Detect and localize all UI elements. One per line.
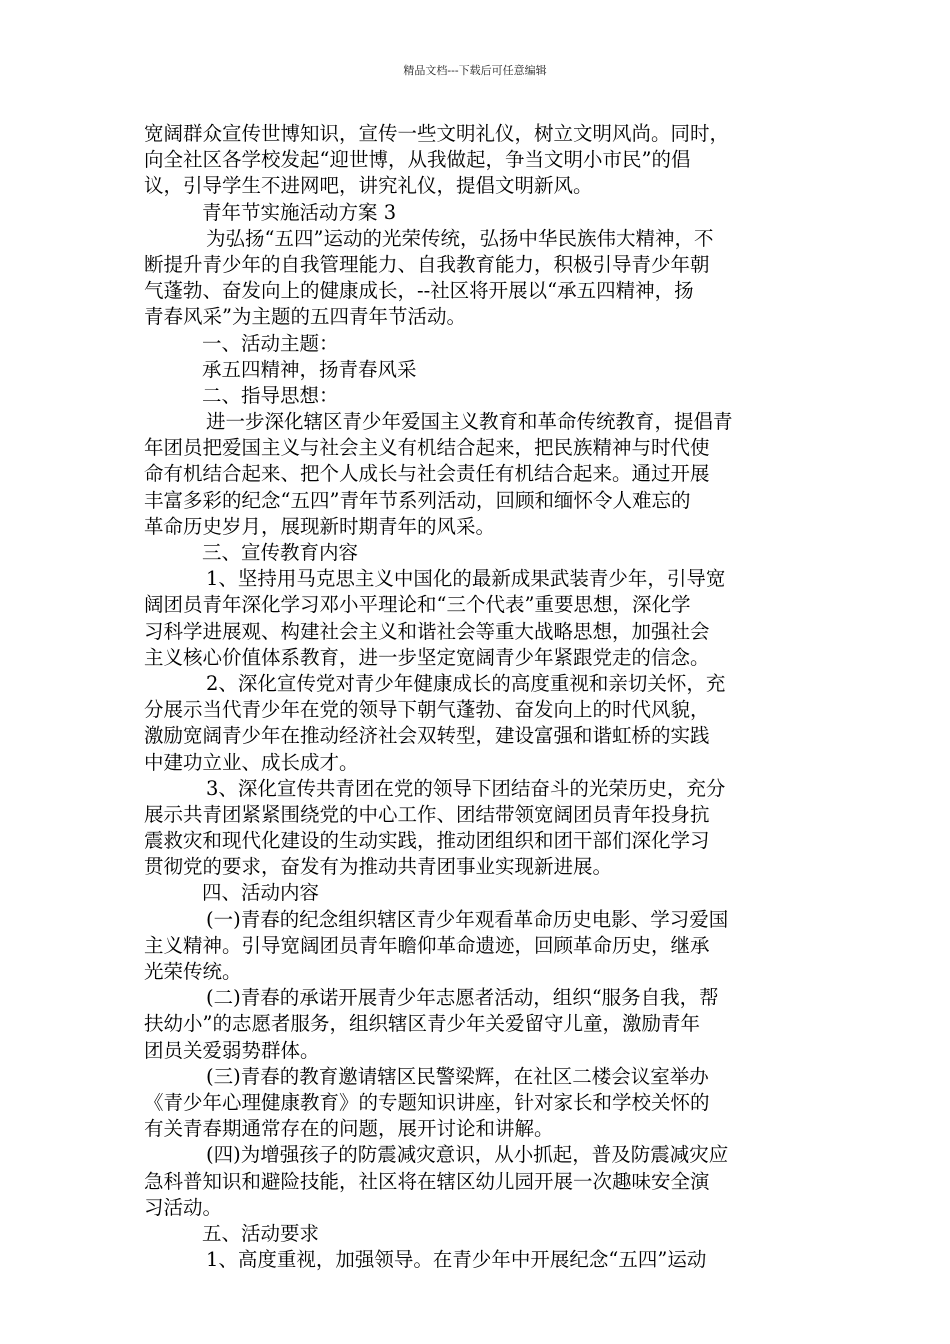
text-line: 气蓬勃、奋发向上的健康成长，--社区将开展以“承五四精神，扬 [144,279,694,303]
text-line: 革命历史岁月，展现新时期青年的风采。 [144,514,496,538]
text-line: (三)青春的教育邀请辖区民警梁辉，在社区二楼会议室举办 [206,1064,709,1088]
text-line: 进一步深化辖区青少年爱国主义教育和革命传统教育，提倡青 [206,410,733,434]
section-heading: 二、指导思想： [202,383,339,407]
text-line: 习科学进展观、构建社会主义和谐社会等重大战略思想，加强社会 [144,619,710,643]
text-line: 扶幼小”的志愿者服务，组织辖区青少年关爱留守儿童，激励青年 [144,1012,700,1036]
text-line: 中建功立业、成长成才。 [144,750,359,774]
text-line: (一)青春的纪念组织辖区青少年观看革命历史电影、学习爱国 [206,907,729,931]
page-header: 精品文档---下载后可任意编辑 [403,64,547,77]
text-line: (四)为增强孩子的防震减灾意识，从小抓起，普及防震减灾应 [206,1143,729,1167]
text-line: 议，引导学生不进网吧，讲究礼仪，提倡文明新风。 [144,174,593,198]
text-line: 贯彻党的要求，奋发有为推动共青团事业实现新进展。 [144,855,613,879]
text-line: 2、深化宣传党对青少年健康成长的高度重视和亲切关怀，充 [206,671,726,695]
text-line: 承五四精神，扬青春风采 [202,357,417,381]
text-line: 激励宽阔青少年在推动经济社会双转型，建设富强和谐虹桥的实践 [144,724,710,748]
text-line: 展示共青团紧紧围绕党的中心工作、团结带领宽阔团员青年投身抗 [144,802,710,826]
text-line: 光荣传统。 [144,960,242,983]
text-line: 1、坚持用马克思主义中国化的最新成果武装青少年，引导宽 [206,567,726,591]
section-heading: 四、活动内容 [202,881,320,905]
text-line: 《青少年心理健康教育》的专题知识讲座，针对家长和学校关怀的 [144,1090,710,1114]
text-line: 年团员把爱国主义与社会主义有机结合起来，把民族精神与时代使 [144,436,710,460]
text-line: 主义精神。引导宽阔团员青年瞻仰革命遗迹，回顾革命历史，继承 [144,933,710,957]
section-heading: 五、活动要求 [202,1221,320,1245]
text-line: 有关青春期通常存在的问题，展开讨论和讲解。 [144,1117,554,1141]
text-line: 主义核心价值体系教育，进一步坚定宽阔青少年紧跟党走的信念。 [144,645,710,669]
text-line: 团员关爱弱势群体。 [144,1038,320,1062]
text-line: 青春风采”为主题的五四青年节活动。 [144,305,466,329]
text-line: 阔团员青年深化学习邓小平理论和“三个代表”重要思想，深化学 [144,593,691,617]
text-line: 断提升青少年的自我管理能力、自我教育能力，积极引导青少年朝 [144,252,710,276]
text-line: 命有机结合起来、把个人成长与社会责任有机结合起来。通过开展 [144,462,710,486]
text-line: (二)青春的承诺开展青少年志愿者活动，组织“服务自我，帮 [206,986,719,1010]
text-line: 3、深化宣传共青团在党的领导下团结奋斗的光荣历史，充分 [206,776,726,800]
text-line: 为弘扬“五四”运动的光荣传统，弘扬中华民族伟大精神，不 [206,226,714,250]
document-body [144,121,814,1273]
text-line: 1、高度重视，加强领导。在青少年中开展纪念“五四”运动 [206,1248,707,1272]
text-line: 丰富多彩的纪念“五四”青年节系列活动，回顾和缅怀令人难忘的 [144,488,691,512]
text-line: 宽阔群众宣传世博知识，宣传一些文明礼仪，树立文明风尚。同时， [144,122,730,145]
section-heading: 三、宣传教育内容 [202,541,359,564]
text-line: 急科普知识和避险技能，社区将在辖区幼儿园开展一次趣味安全演 [144,1169,710,1193]
text-line: 习活动。 [144,1195,223,1219]
section-title: 青年节实施活动方案 3 [202,200,397,224]
text-line: 震救灾和现代化建设的生动实践，推动团组织和团干部们深化学习 [144,829,710,853]
text-line: 向全社区各学校发起“迎世博，从我做起，争当文明小市民”的倡 [144,148,691,172]
text-line: 分展示当代青少年在党的领导下朝气蓬勃、奋发向上的时代风貌， [144,698,710,722]
section-heading: 一、活动主题： [202,331,339,355]
